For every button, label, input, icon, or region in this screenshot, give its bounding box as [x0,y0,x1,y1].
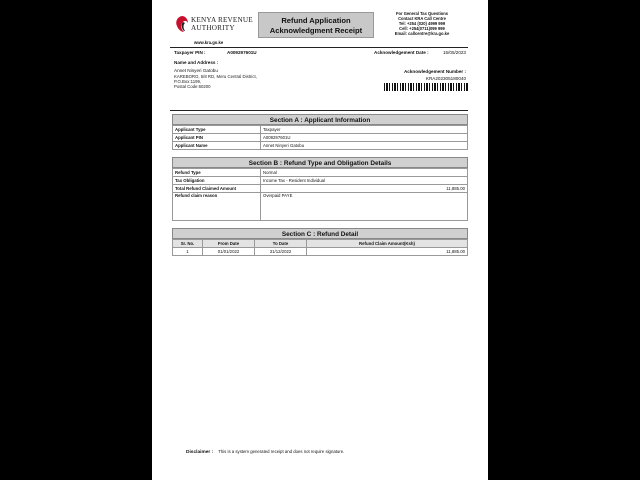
contact-line: Cell: +254(0711)099 999 [399,26,445,31]
refund-type-label: Refund Type [173,169,261,177]
applicant-type: Taxpayer [261,126,468,134]
total-refund-amount: 11,885.00 [261,185,468,193]
receipt-page [152,0,488,480]
applicant-pin: A009297601U [261,134,468,142]
col-sr-no: Sr. No. [173,240,203,248]
col-to-date: To Date [255,240,307,248]
taxpayer-pin: A009297601U [227,50,257,55]
section-a [172,114,468,150]
refund-type-table [172,168,468,221]
contact-line: Tel: +254 (020) 4999 999 [398,21,446,26]
ack-date-label: Acknowledgement Date : [374,50,429,55]
kra-lion-icon [174,15,190,33]
applicant-pin-label: Applicant PIN [173,134,261,142]
cell-claim-amount: 11,885.00 [307,248,468,256]
logo-line-1: KENYA REVENUE [191,16,253,24]
section-a-title: Section A : Applicant Information [172,114,468,125]
logo-line-2: AUTHORITY [191,24,235,32]
barcode [384,83,468,91]
address-line: P.O.Box:1199, [174,79,202,85]
section-c-title: Section C : Refund Detail [172,228,468,239]
disclaimer-text: This is a system generated receipt and does not require signature. [218,449,345,454]
total-refund-label: Total Refund Claimed Amount [173,185,261,193]
ack-number: KRA202305180040 [425,76,466,81]
applicant-name-label: Applicant Name [173,142,261,150]
taxpayer-name: Annet Ninyeri Gatobu [174,68,218,73]
section-b-title: Section B : Refund Type and Obligation Details [172,157,468,168]
contact-line: Contact KRA Call Centre [398,16,446,21]
title-line-2: Acknowledgment Receipt [269,26,363,35]
table-row [173,177,468,185]
header-divider [170,47,468,48]
table-row [173,134,468,142]
col-claim-amount: Refund Claim Amount(Ksh) [307,240,468,248]
refund-reason: Overpaid PAYE [261,193,468,221]
table-row [173,142,468,150]
taxpayer-address [174,74,257,90]
kra-logo [174,14,254,36]
applicant-type-label: Applicant Type [173,126,261,134]
disclaimer [186,449,344,455]
cell-to-date: 31/12/2022 [255,248,307,256]
cell-sr-no: 1 [173,248,203,256]
address-line: Postal Code:60200 [174,84,211,90]
table-row [173,185,468,193]
refund-reason-label: Refund claim reason [173,193,261,221]
table-row [173,169,468,177]
table-row [173,248,468,256]
address-line: KAREBORO, 5/8 RD, Meru Central District, [174,74,257,79]
refund-type: Normal [261,169,468,177]
cell-from-date: 01/01/2022 [203,248,255,256]
applicant-name: Annet Ninyeri Gatobu [261,142,468,150]
table-row [173,126,468,134]
title-line-1: Refund Application [281,16,351,25]
section-divider [170,110,468,111]
section-b [172,157,468,221]
name-address-label: Name and Address : [174,60,219,65]
table-header-row [173,240,468,248]
table-row [173,193,468,221]
refund-detail-table [172,239,468,256]
taxpayer-pin-label: Taxpayer PIN : [174,50,206,55]
contact-line: For General Tax Questions [395,11,449,16]
contact-info [376,11,468,36]
tax-obligation-label: Tax Obligation [173,177,261,185]
ack-date: 15/05/2023 [443,50,466,55]
document-title [258,12,374,38]
disclaimer-label: Disclaimer : [186,450,214,455]
section-c [172,228,468,256]
tax-obligation: Income Tax - Resident Individual [261,177,468,185]
col-from-date: From Date [203,240,255,248]
website-link[interactable]: www.kra.go.ke [194,40,224,45]
contact-line: Email: callcentre@kra.go.ke [394,31,450,36]
applicant-table [172,125,468,150]
ack-number-label: Acknowledgement Number : [403,69,466,74]
